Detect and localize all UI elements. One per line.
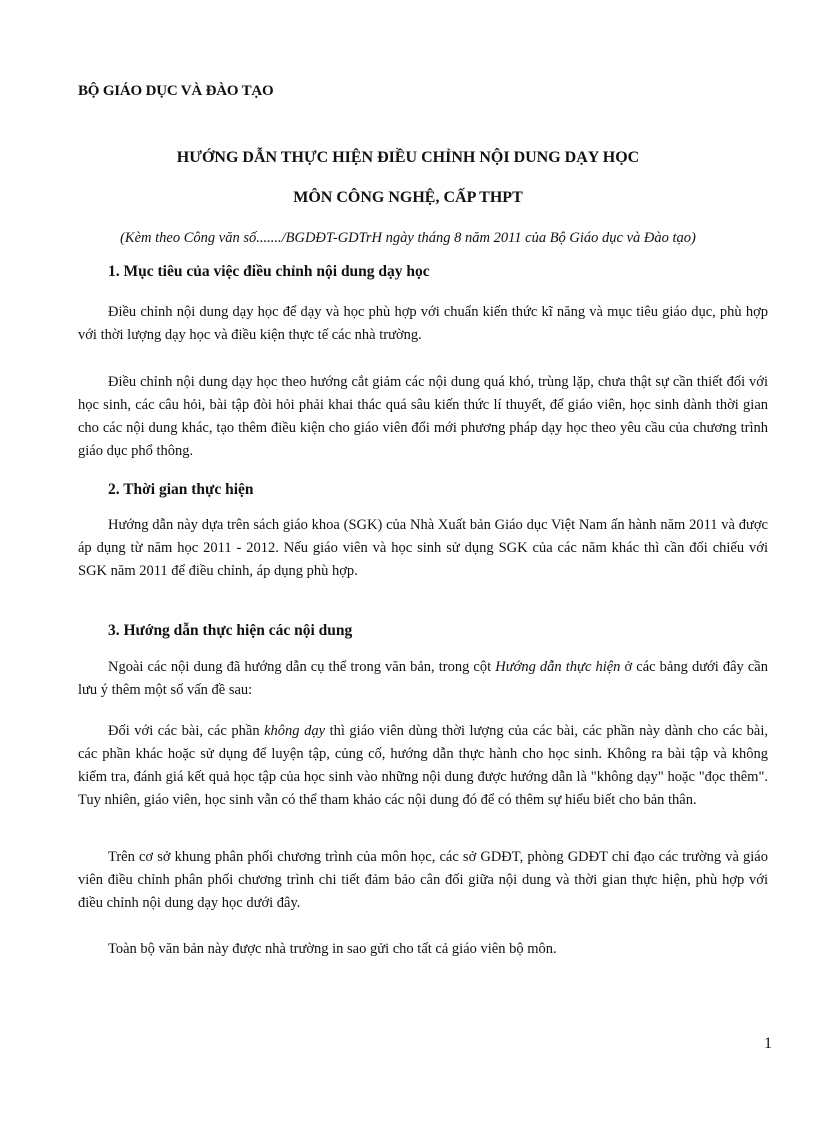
section3-paragraph3: Trên cơ sở khung phân phối chương trình của môn học, các sở GDĐT, phòng GDĐT chỉ đạo các trường và giáo viên điều chỉnh phân phối chương trình chi tiết đảm bảo cân đối giữa nội dung và thời gian thực hiện, phù hợp với điều chỉnh nội dung dạy học dưới đây. [78, 849, 768, 911]
section1-paragraph2: Điều chỉnh nội dung dạy học theo hướng cắt giảm các nội dung quá khó, trùng lặp, chưa thật sự cần thiết đối với học sinh, các câu hỏi, bài tập đòi hỏi phải khai thác quá sâu kiến thức lí thuyết, để giáo viên, học sinh dành thời gian cho các nội dung khác, tạo thêm điều kiện cho giáo viên đổi mới phương pháp dạy học theo yêu cầu của chương trình giáo dục phổ thông. [78, 374, 768, 459]
section2-heading: 2. Thời gian thực hiện [108, 481, 254, 498]
page-number: 1 [764, 1035, 772, 1052]
section3-paragraph2 [78, 720, 768, 812]
document-title-line1: HƯỚNG DẪN THỰC HIỆN ĐIỀU CHỈNH NỘI DUNG DẠY HỌC [176, 149, 640, 166]
section3-paragraph1-emphasis: Hướng dẫn thực hiện [495, 659, 621, 675]
section3-paragraph4: Toàn bộ văn bản này được nhà trường in sao gửi cho tất cả giáo viên bộ môn. [108, 941, 557, 957]
organization-name: BỘ GIÁO DỤC VÀ ĐÀO TẠO [78, 83, 274, 99]
document-subtitle: (Kèm theo Công văn số......./BGDĐT-GDTrH ngày tháng 8 năm 2011 của Bộ Giáo dục và Đào tạo) [120, 230, 696, 246]
section3-paragraph2-text-a: Đối với các bài, các phần [108, 723, 265, 739]
document-title-line2: MÔN CÔNG NGHỆ, CẤP THPT [293, 189, 523, 206]
section1-heading: 1. Mục tiêu của việc điều chỉnh nội dung dạy học [108, 263, 430, 280]
section3-paragraph1-text-b: ở các bảng dưới đây cần lưu ý thêm một số vấn đề sau: [78, 659, 768, 698]
section3-paragraph2-text-b: thì giáo viên dùng thời lượng của các bài, các phần này dành cho các bài, các phần khác hoặc sử dụng để luyện tập, củng cố, hướng dẫn thực hành cho học sinh. Không ra bài tập và không kiểm tra, đánh giá kết quả học tập của học sinh vào những nội dung được hướng dẫn là "không dạy" hoặc "đọc thêm". Tuy nhiên, giáo viên, học sinh vẫn có thể tham khảo các nội dung đó để có thêm sự hiểu biết cho bản thân. [78, 723, 768, 808]
section1-paragraph1: Điều chỉnh nội dung dạy học để dạy và học phù hợp với chuẩn kiến thức kĩ năng và mục tiêu giáo dục, phù hợp với thời lượng dạy học và điều kiện thực tế các nhà trường. [78, 304, 768, 343]
section2-paragraph1: Hướng dẫn này dựa trên sách giáo khoa (SGK) của Nhà Xuất bản Giáo dục Việt Nam ấn hành năm 2011 và được áp dụng từ năm học 2011 - 2012. Nếu giáo viên và học sinh sử dụng SGK của các năm khác thì cần đối chiếu với SGK năm 2011 để điều chỉnh, áp dụng phù hợp. [78, 517, 768, 579]
section3-paragraph1-text-a: Ngoài các nội dung đã hướng dẫn cụ thể trong văn bản, trong cột [108, 659, 496, 675]
section3-paragraph2-emphasis: không dạy [264, 723, 326, 739]
section3-paragraph1 [78, 656, 768, 702]
section3-heading: 3. Hướng dẫn thực hiện các nội dung [108, 622, 353, 639]
